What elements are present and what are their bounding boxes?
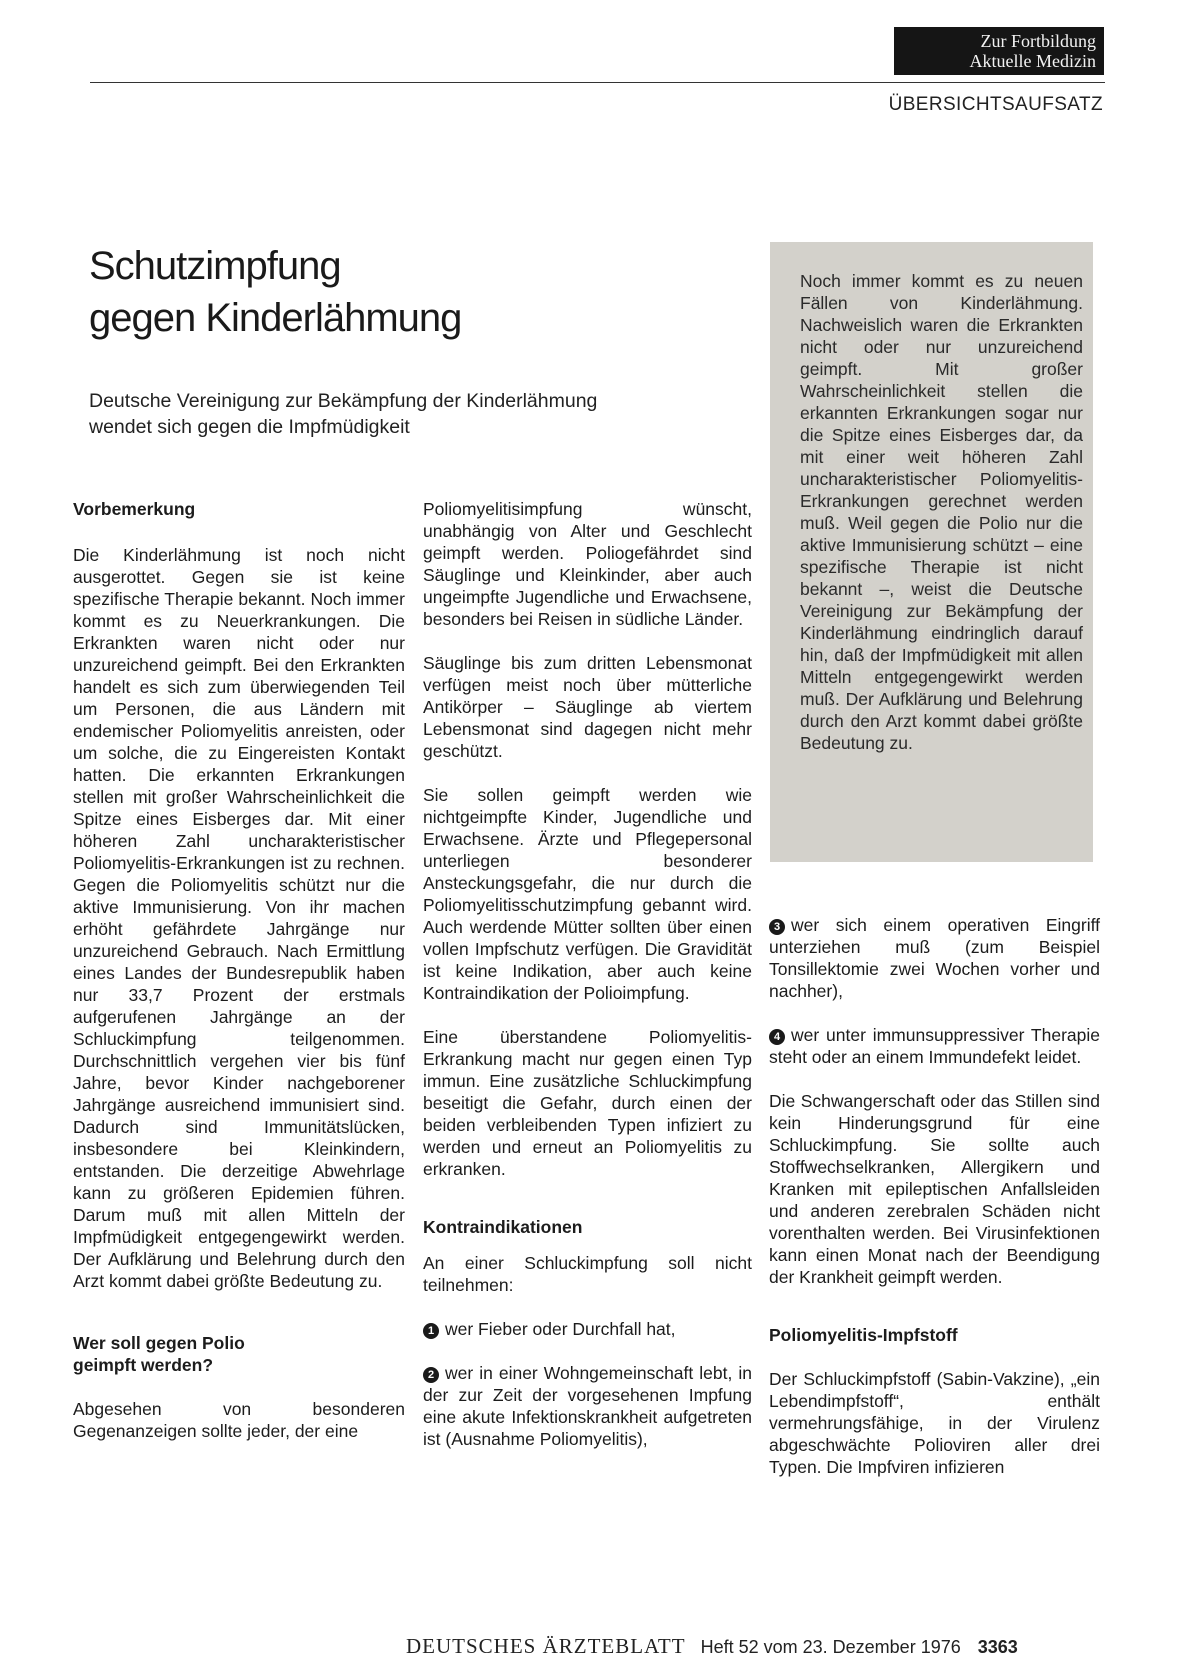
article-subtitle: [89, 388, 709, 440]
number-4-icon: 4: [769, 1029, 785, 1045]
section-label: ÜBERSICHTSAUFSATZ: [888, 94, 1103, 115]
number-1-icon: 1: [423, 1323, 439, 1339]
badge-line-1: Zur Fortbildung: [980, 31, 1096, 51]
list-item-3-text: wer sich einem operativen Eingriff unterziehen muß (zum Beispiel Tonsillektomie zwei Wochen vorher und nachher),: [769, 915, 1100, 1001]
list-item-4: [769, 1024, 1100, 1068]
paragraph-ueberstandene: Eine überstandene Poliomyelitis-Erkrankung macht nur gegen einen Typ immun. Eine zusätzliche Schluckimpfung beseitigt die Gefahr, durch einen der beiden verbleibenden Typen infiziert zu werden und erneut an Poliomyelitis zu erkranken.: [423, 1027, 752, 1179]
summary-box: [770, 242, 1093, 862]
section-badge: [894, 27, 1104, 75]
footer-issue: Heft 52 vom 23. Dezember 1976: [700, 1637, 961, 1657]
paragraph-schluckimpfstoff: Der Schluckimpfstoff (Sabin-Vakzine), „ein Lebendimpfstoff“, enthält vermehrungsfähige, in der Virulenz abgeschwächte Polioviren aller drei Typen. Die Impfviren infizieren: [769, 1369, 1100, 1477]
subtitle-line-2: wendet sich gegen die Impfmüdigkeit: [89, 416, 410, 438]
footer-page-number: 3363: [977, 1637, 1018, 1657]
paragraph-kontra-intro: An einer Schluckimpfung soll nicht teilnehmen:: [423, 1253, 752, 1295]
list-item-2-text: wer in einer Wohngemeinschaft lebt, in der zur Zeit der vorgesehenen Impfung eine akute Infektionskrankheit aufgetreten ist (Ausnahme Poliomyelitis),: [423, 1363, 752, 1449]
title-line-2: gegen Kinderlähmung: [89, 296, 462, 340]
page-footer: [406, 1634, 1106, 1659]
number-3-icon: 3: [769, 919, 785, 935]
heading-wer-soll-line-1: Wer soll gegen Polio: [73, 1333, 245, 1353]
paragraph-nichtgeimpfte: Sie sollen geimpft werden wie nichtgeimpfte Kinder, Jugendliche und Erwachsene. Ärzte und Pflegepersonal unterliegen besonderer Ansteckungsgefahr, die nur durch die Poliomyelitisschutzimpfung gebannt wird. Auch werdende Mütter sollten über einen vollen Impfschutz verfügen. Die Gravidität ist keine Indikation, aber auch keine Kontraindikation der Polioimpfung.: [423, 785, 752, 1003]
number-2-icon: 2: [423, 1367, 439, 1383]
subtitle-line-1: Deutsche Vereinigung zur Bekämpfung der Kinderlähmung: [89, 390, 598, 412]
article-title: [89, 240, 689, 344]
badge-line-2: Aktuelle Medizin: [969, 51, 1096, 71]
list-item-1-text: wer Fieber oder Durchfall hat,: [445, 1319, 676, 1339]
heading-vorbemerkung: Vorbemerkung: [73, 499, 196, 519]
heading-kontraindikationen: Kontraindikationen: [423, 1217, 583, 1237]
paragraph-abgesehen: Abgesehen von besonderen Gegenanzeigen sollte jeder, der eine: [73, 1399, 405, 1441]
list-item-3: [769, 914, 1100, 1002]
paragraph-saeuglinge: Säuglinge bis zum dritten Lebensmonat verfügen meist noch über mütterliche Antikörper – Säuglinge ab viertem Lebensmonat sind dagegen nicht mehr geschützt.: [423, 653, 752, 761]
heading-wer-soll-line-2: geimpft werden?: [73, 1355, 214, 1375]
column-1: [73, 498, 405, 1442]
title-line-1: Schutzimpfung: [89, 244, 341, 288]
list-item-4-text: wer unter immunsuppressiver Therapie steht oder an einem Immundefekt leidet.: [769, 1025, 1100, 1067]
list-item-2: [423, 1362, 752, 1450]
paragraph-schwangerschaft: Die Schwangerschaft oder das Stillen sind kein Hinderungsgrund für eine Schluckimpfung. Sie sollte auch Stoffwechselkranken, Allergikern und Kranken mit epileptischen Anfallsleiden und anderen zerebralen Schäden nicht vorenthalten werden. Bei Virusinfektionen kann einen Monat nach der Beendigung der Krankheit geimpft werden.: [769, 1091, 1100, 1287]
header-rule: [90, 82, 1105, 83]
list-item-1: [423, 1318, 752, 1340]
summary-box-text: Noch immer kommt es zu neuen Fällen von Kinderlähmung. Nachweislich waren die Erkrankten nicht oder nur unzureichend geimpft. Mit großer Wahrscheinlichkeit stellen die erkannten Erkrankungen sogar nur die Spitze eines Eisberges dar, da mit einer weit höheren Zahl uncharakteristischer Poliomyelitis-Erkrankungen gerechnet werden muß. Weil gegen die Polio nur die aktive Immunisierung schützt – eine spezifische Therapie ist nicht bekannt –, weist die Deutsche Vereinigung zur Bekämpfung der Kinderlähmung eindringlich darauf hin, daß der Impfmüdigkeit mit allen Mitteln entgegengewirkt werden muß. Der Aufklärung und Belehrung durch den Arzt kommt dabei größte Bedeutung zu.: [800, 271, 1083, 753]
paragraph-vorbemerkung: Die Kinderlähmung ist noch nicht ausgerottet. Gegen sie ist keine spezifische Therapie bekannt. Noch immer kommt es zu Neuerkrankungen. Die Erkrankten waren nicht oder nur unzureichend geimpft. Bei den Erkrankten handelt es sich zum überwiegenden Teil um Personen, die aus Ländern mit endemischer Poliomyelitis anreisten, oder um solche, die zu Eingereisten Kontakt hatten. Die erkannten Erkrankungen stellen mit großer Wahrscheinlichkeit die Spitze eines Eisberges dar. Mit einer höheren Zahl uncharakteristischer Poliomyelitis-Erkrankungen ist zu rechnen. Gegen die Poliomyelitis schützt nur die aktive Immunisierung. Von ihr machen erhöht gefährdete Jahrgänge nur unzureichend Gebrauch. Nach Ermittlung eines Landes der Bundesrepublik haben nur 33,7 Prozent der erstmals aufgerufenen Jahrgänge an der Schluckimpfung teilgenommen. Durchschnittlich vergehen vier bis fünf Jahre, bevor Kinder nachgeborener Jahrgänge ausreichend immunisiert sind. Dadurch sind Immunitätslücken, insbesondere bei Kleinkindern, entstanden. Die derzeitige Abwehrlage kann zu größeren Epidemien führen. Darum muß mit allen Mitteln der Impfmüdigkeit entgegengewirkt werden. Der Aufklärung und Belehrung durch den Arzt kommt dabei größte Bedeutung zu.: [73, 545, 405, 1291]
heading-wer-soll: [73, 1332, 405, 1376]
heading-impfstoff: Poliomyelitis-Impfstoff: [769, 1325, 958, 1345]
paragraph-poliomyelitisimpfung: Poliomyelitisimpfung wünscht, unabhängig von Alter und Geschlecht geimpft werden. Poliogefährdet sind Säuglinge und Kleinkinder, aber auch ungeimpfte Jugendliche und Erwachsene, besonders bei Reisen in südliche Länder.: [423, 499, 752, 629]
column-3: [769, 914, 1100, 1478]
footer-masthead: DEUTSCHES ÄRZTEBLATT: [406, 1634, 686, 1658]
column-2: [423, 498, 752, 1450]
